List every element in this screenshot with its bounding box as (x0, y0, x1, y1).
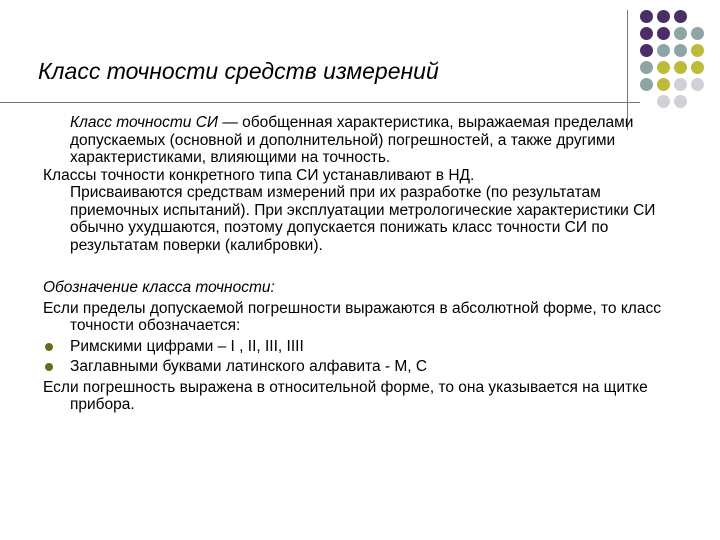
title-divider (0, 102, 640, 103)
decor-dot (674, 44, 687, 57)
decor-dot (691, 44, 704, 57)
decor-dot (674, 95, 687, 108)
paragraph-assignment (43, 184, 668, 254)
decor-dot (657, 44, 670, 57)
slide-title: Класс точности средств измерений (38, 58, 439, 84)
paragraph-absolute-form: Если пределы допускаемой погрешности выражаются в абсолютной форме, то класс точности обозначается: (43, 299, 661, 334)
decor-dot (657, 95, 670, 108)
decor-dot (657, 61, 670, 74)
decor-dot (691, 78, 704, 91)
designation-heading: Обозначение класса точности: (43, 279, 275, 296)
decor-dot (640, 78, 653, 91)
list-item (43, 338, 668, 356)
vertical-divider (627, 10, 628, 130)
decor-dot (691, 27, 704, 40)
definition-paragraph (43, 114, 668, 167)
bullet-icon (45, 343, 53, 351)
decor-dot (640, 61, 653, 74)
assignment-text: Присваиваются средствам измерений при их разработке (по результатам приемочных испытаний). При эксплуатации метрологические характеристики СИ обычно ухудшаются, поэтому допускается понижать класс точности СИ по результатам поверки (калибровки). (70, 184, 656, 254)
paragraph-relative-form: Если погрешность выражена в относительной форме, то она указывается на щитке прибора. (43, 378, 648, 413)
bullet-icon (45, 363, 53, 371)
decor-dot (657, 27, 670, 40)
decor-dot (674, 78, 687, 91)
decor-dot (674, 61, 687, 74)
decor-dot (691, 61, 704, 74)
slide-body (43, 114, 668, 414)
decor-dot (674, 10, 687, 23)
decor-dot (674, 27, 687, 40)
list-item (43, 358, 668, 376)
paragraph-standards: Классы точности конкретного типа СИ устанавливают в НД. (43, 166, 475, 184)
decor-dot (640, 10, 653, 23)
decor-dot (657, 78, 670, 91)
decor-dot (640, 27, 653, 40)
list-item-text: Заглавными буквами латинского алфавита - M, C (70, 358, 428, 375)
term-accuracy-class: Класс точности СИ (70, 114, 219, 131)
decor-dot (657, 10, 670, 23)
definition-text: — обобщенная характеристика, выражаемая пределами допускаемых (основной и дополнительной) погрешностей, а также другими характеристиками, влияющими на точность. (70, 114, 634, 166)
decor-dot (640, 44, 653, 57)
spacer (43, 254, 668, 279)
list-item-text: Римскими цифрами – I , II, III, IIII (70, 337, 304, 355)
